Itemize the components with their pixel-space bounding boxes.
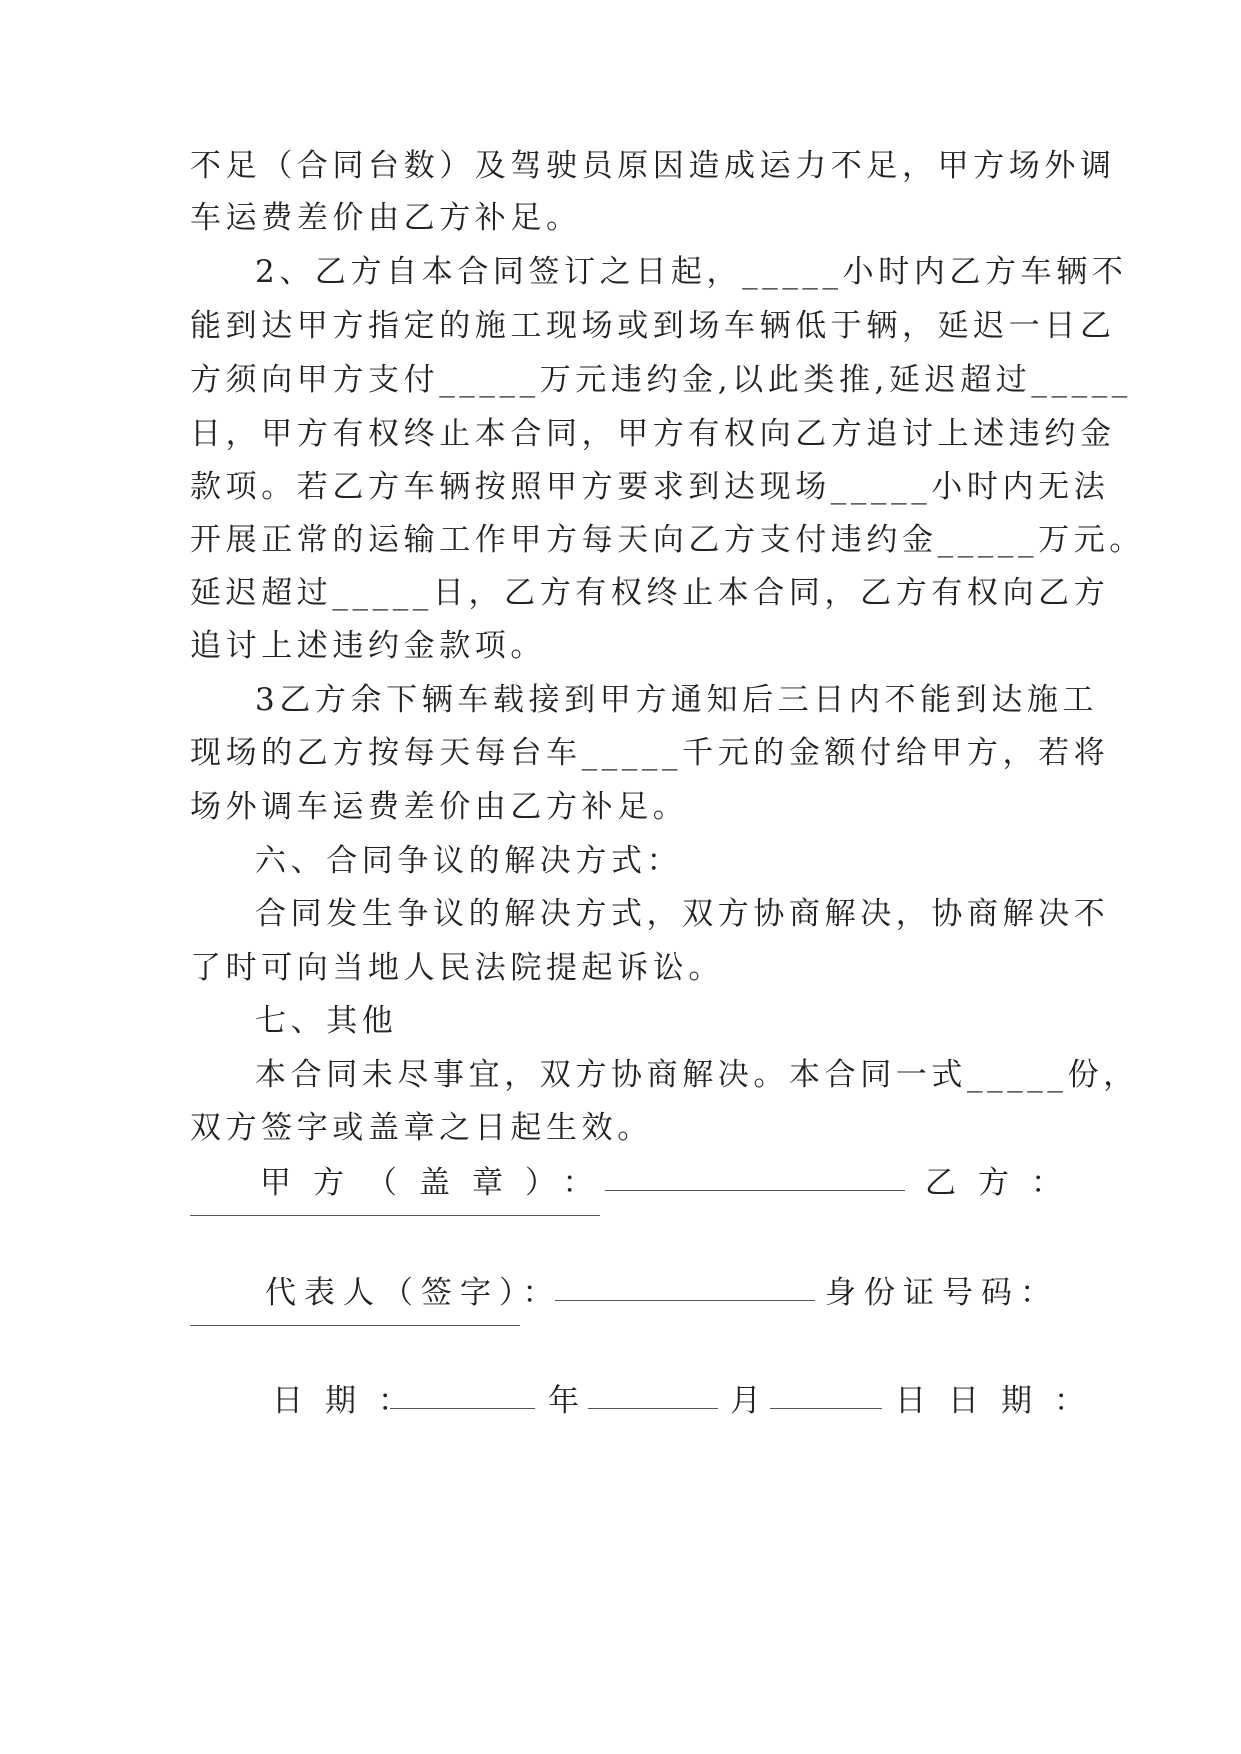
date-year-label: 年 bbox=[548, 1383, 579, 1419]
section-7-heading: 七、其他 bbox=[255, 1003, 398, 1039]
clause-3-line-1: 3乙方余下辆车载接到甲方通知后三日内不能到达施工 bbox=[255, 682, 1099, 718]
section-6-heading: 六、合同争议的解决方式： bbox=[255, 843, 683, 879]
clause-2-line-1: 2、乙方自本合同签订之日起，_____小时内乙方车辆不 bbox=[255, 254, 1128, 290]
clause-3-line-3: 场外调车运费差价由乙方补足。 bbox=[190, 789, 689, 825]
clause-3-line-2: 现场的乙方按每天每台车_____千元的金额付给甲方，若将 bbox=[190, 735, 1110, 771]
id-number-label: 身份证号码： bbox=[825, 1275, 1059, 1311]
date-label: 日期： bbox=[272, 1383, 431, 1419]
party-a-seal-label: 甲方（盖章）： bbox=[260, 1165, 616, 1201]
body-line-2: 车运费差价由乙方补足。 bbox=[190, 200, 582, 236]
clause-2-line-3: 方须向甲方支付_____万元违约金,以此类推,延迟超过_____ bbox=[190, 362, 1132, 398]
section-6-line-2: 了时可向当地人民法院提起诉讼。 bbox=[190, 950, 724, 986]
date-month-label: 月 bbox=[730, 1383, 761, 1419]
clause-2-line-6: 开展正常的运输工作甲方每天向乙方支付违约金_____万元。 bbox=[190, 522, 1145, 558]
representative-blank bbox=[555, 1276, 815, 1301]
section-7-line-1: 本合同未尽事宜，双方协商解决。本合同一式_____份， bbox=[255, 1057, 1139, 1093]
day-date-label: 日日期： bbox=[895, 1383, 1107, 1419]
section-6-line-1: 合同发生争议的解决方式，双方协商解决，协商解决不 bbox=[255, 896, 1110, 932]
section-7-line-2: 双方签字或盖章之日起生效。 bbox=[190, 1110, 653, 1146]
party-b-label: 乙方： bbox=[925, 1165, 1084, 1201]
clause-2-line-5: 款项。若乙方车辆按照甲方要求到达现场_____小时内无法 bbox=[190, 469, 1110, 505]
clause-2-line-4: 日，甲方有权终止本合同，甲方有权向乙方追讨上述违约金 bbox=[190, 416, 1116, 452]
body-line-1: 不足（合同台数）及驾驶员原因造成运力不足，甲方场外调 bbox=[190, 148, 1116, 184]
clause-2-line-2: 能到达甲方指定的施工现场或到场车辆低于辆，延迟一日乙 bbox=[190, 308, 1116, 344]
party-a-seal-blank bbox=[605, 1166, 905, 1191]
clause-2-line-8: 追讨上述违约金款项。 bbox=[190, 628, 546, 664]
clause-2-line-7: 延迟超过_____日，乙方有权终止本合同，乙方有权向乙方 bbox=[190, 575, 1110, 611]
date-year-blank bbox=[390, 1384, 535, 1409]
date-month-blank bbox=[588, 1384, 718, 1409]
id-number-blank bbox=[190, 1325, 520, 1326]
party-b-blank bbox=[190, 1215, 600, 1216]
date-day-blank bbox=[770, 1384, 882, 1409]
representative-label: 代表人（签字）： bbox=[265, 1275, 562, 1311]
